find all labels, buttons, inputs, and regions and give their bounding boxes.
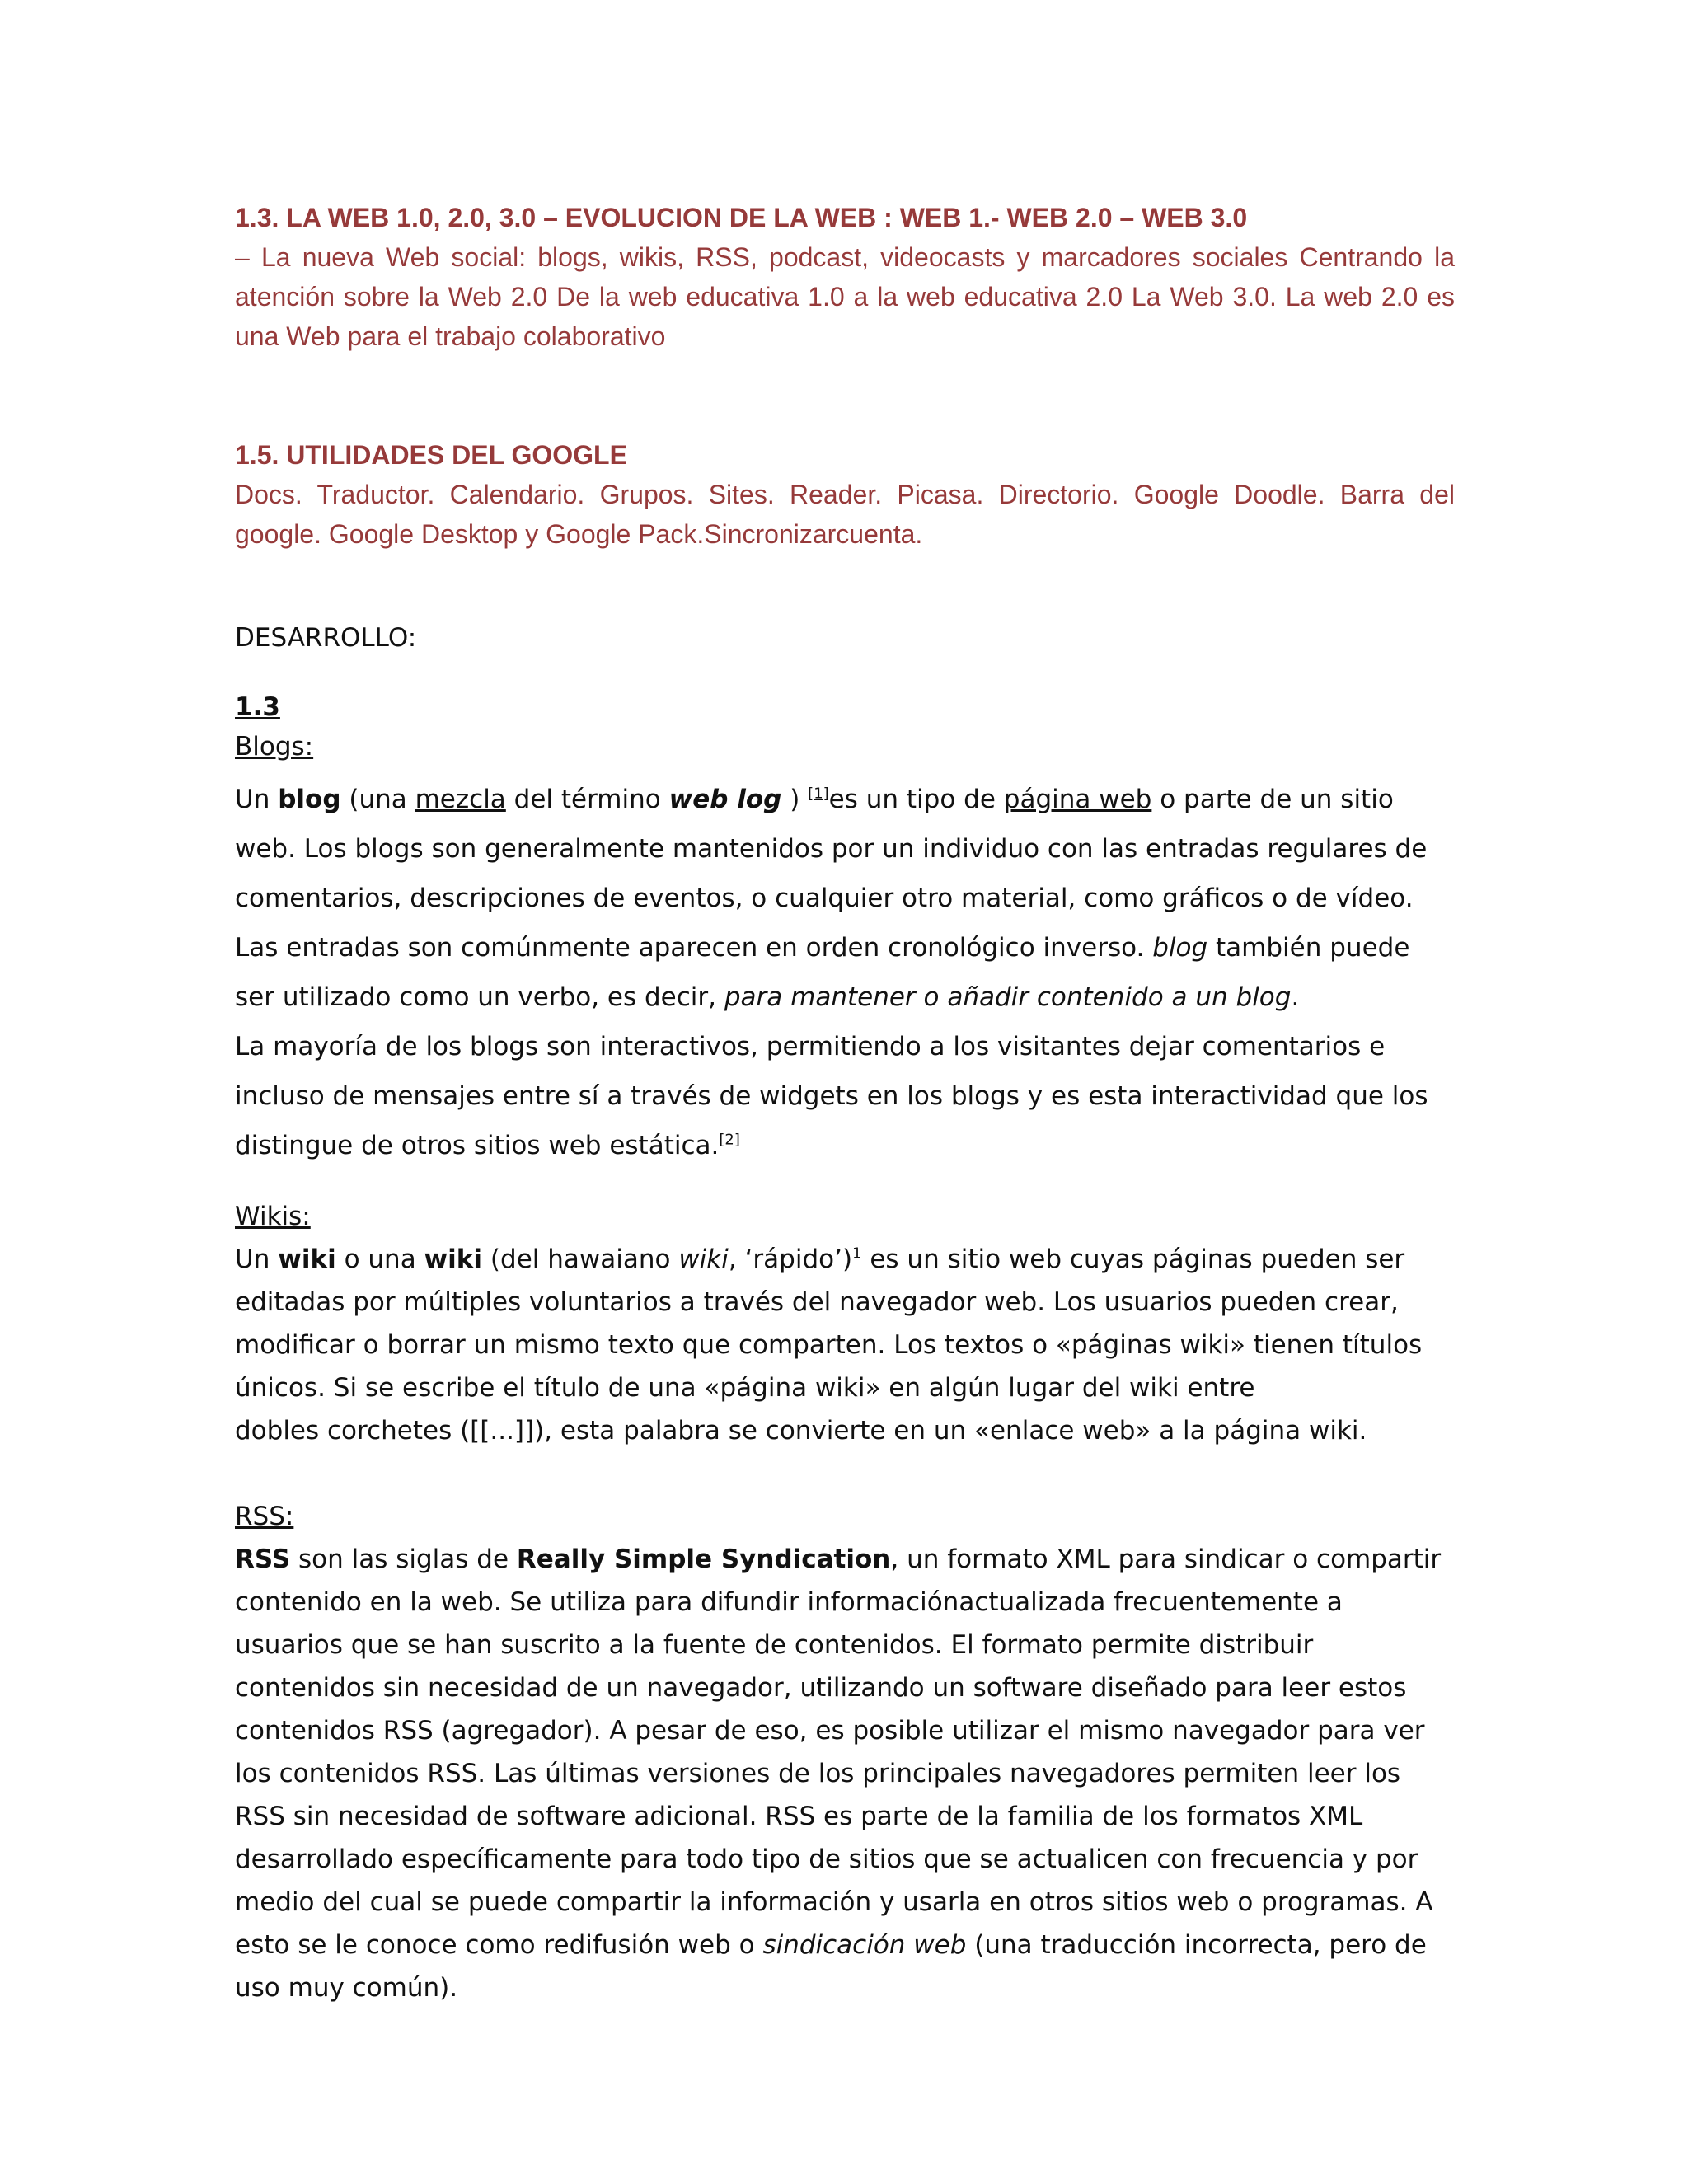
text-run: (una: [340, 785, 415, 814]
pagina-web-link[interactable]: página web: [1003, 785, 1152, 814]
blog-definition-italic: para mantener o añadir contenido a un blog: [724, 982, 1292, 1012]
blog-italic: blog: [1152, 933, 1208, 963]
text-run: dobles corchetes ([[...]]), esta palabra se convierte en un «enlace web» a la página wiki.: [235, 1416, 1367, 1446]
web-log-term: web log: [668, 785, 782, 814]
blogs-heading: [235, 727, 1455, 766]
desarrollo-number: [235, 687, 1455, 727]
text-run: Un: [235, 1244, 279, 1274]
sindicacion-web-italic: sindicación web: [762, 1930, 967, 1960]
wiki-term: wiki: [424, 1244, 483, 1274]
wikis-heading-text: Wikis:: [235, 1202, 311, 1231]
really-simple-syndication-term: Really Simple Syndication: [516, 1544, 891, 1574]
text-run: del término: [505, 785, 669, 814]
section-1-3-title: 1.3. LA WEB 1.0, 2.0, 3.0 – EVOLUCION DE LA WEB : WEB 1.- WEB 2.0 – WEB 3.0: [235, 203, 1248, 232]
reference-1-link[interactable]: [1]: [808, 785, 829, 803]
footnote-1: 1: [852, 1244, 862, 1263]
rss-heading: [235, 1495, 1455, 1538]
blogs-heading-text: Blogs:: [235, 732, 314, 762]
section-1-5-description: Docs. Traductor. Calendario. Grupos. Sites. Reader. Picasa. Directorio. Google Doodle. Barra del google. Google Desktop y Google Pack.Sincronizarcuenta.: [235, 480, 1455, 549]
text-run: La mayoría de los blogs son interactivos, permitiendo a los visitantes dejar comentarios e incluso de mensajes entre sí a través de widgets en los blogs y es esta interactividad que los distingue de otros sitios web estática.: [235, 1032, 1428, 1160]
rss-term: RSS: [235, 1544, 291, 1574]
wikis-heading: [235, 1195, 1455, 1238]
wiki-italic: wiki: [678, 1244, 729, 1274]
text-run: también puede ser utilizado como un verbo, es decir,: [235, 933, 1410, 1012]
text-run: ): [781, 785, 809, 814]
desarrollo-heading: DESARROLLO:: [235, 623, 417, 653]
text-run: es un sitio web cuyas páginas pueden ser editadas por múltiples voluntarios a través del navegador web. Los usuarios pueden crear, modificar o borrar un mismo texto que comparten. Los textos o «páginas wiki» tienen títulos únicos. Si se escribe el título de una «página wiki» en algún lugar del wiki entre: [235, 1244, 1423, 1403]
rss-paragraph: [235, 1538, 1455, 2009]
text-run: (del hawaiano: [482, 1244, 679, 1274]
section-1-5-title: 1.5. UTILIDADES DEL GOOGLE: [235, 440, 627, 470]
text-run: o parte de un sitio web. Los blogs son generalmente mantenidos por un individuo con las entradas regulares de comentarios, descripciones de eventos, o cualquier otro material, como gráficos o de vídeo. Las entradas son comúnmente aparecen en orden cronológico inverso.: [235, 785, 1428, 963]
text-run: es un tipo de: [828, 785, 1004, 814]
text-run: o una: [335, 1244, 424, 1274]
blog-term: blog: [278, 785, 341, 814]
mezcla-link[interactable]: mezcla: [415, 785, 506, 814]
wiki-term: wiki: [278, 1244, 336, 1274]
text-run: , ‘rápido’): [728, 1244, 853, 1274]
text-run: Un: [235, 785, 279, 814]
blogs-paragraph-1: [235, 775, 1455, 1022]
blogs-paragraph-2: [235, 1022, 1455, 1170]
text-run: , un formato XML para sindicar o compartir contenido en la web. Se utiliza para difundir informaciónactualizada frecuentemente a usuarios que se han suscrito a la fuente de contenidos. El formato permite distribuir contenidos sin necesidad de un navegador, utilizando un software diseñado para leer estos contenidos RSS (agregador). A pesar de eso, es posible utilizar el mismo navegador para ver los contenidos RSS. Las últimas versiones de los principales navegadores permiten leer los RSS sin necesidad de software adicional. RSS es parte de la familia de los formatos XML desarrollado específicamente para todo tipo de sitios que se actualicen con frecuencia y por medio del cual se puede compartir la información y usarla en otros sitios web o programas. A esto se le conoce como redifusión web o: [235, 1544, 1442, 1960]
text-run: (una traducción incorrecta, pero de uso muy común).: [235, 1930, 1427, 2003]
reference-2-link[interactable]: [2]: [719, 1131, 740, 1149]
rss-heading-text: RSS:: [235, 1502, 294, 1531]
section-1-3: [235, 198, 1455, 356]
section-1-5: [235, 435, 1455, 554]
text-run: son las siglas de: [290, 1544, 517, 1574]
desarrollo-number-text: 1.3: [235, 692, 280, 722]
text-run: .: [1291, 982, 1300, 1012]
document-content: [235, 198, 1455, 2009]
wikis-paragraph: [235, 1238, 1455, 1452]
section-1-3-description: – La nueva Web social: blogs, wikis, RSS, podcast, videocasts y marcadores sociales Centrando la atención sobre la Web 2.0 De la web educativa 1.0 a la web educativa 2.0 La Web 3.0. La web 2.0 es una Web para el trabajo colaborativo: [235, 242, 1455, 351]
